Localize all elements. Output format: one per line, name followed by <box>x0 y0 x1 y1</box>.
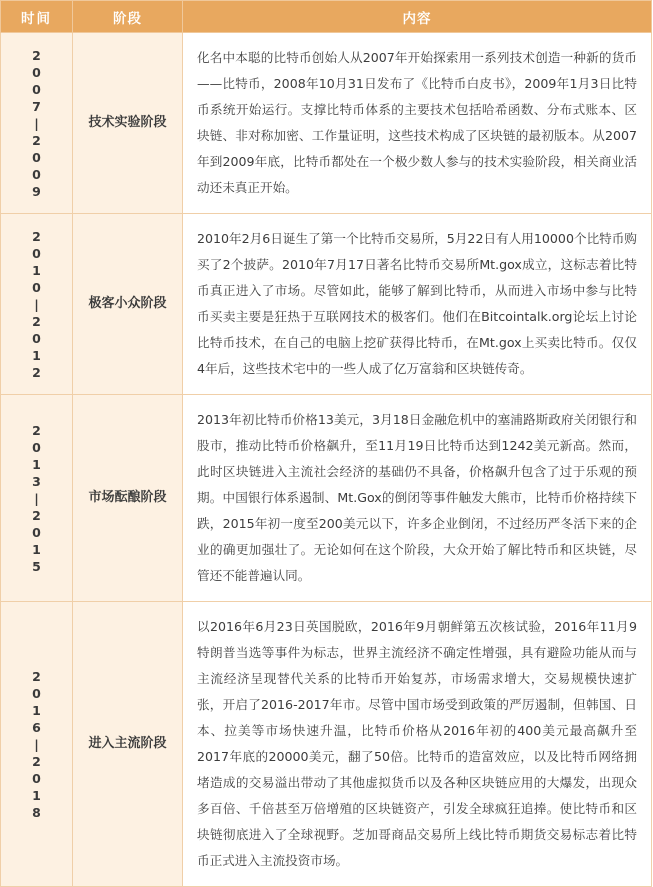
cell-content <box>183 214 652 395</box>
time-char: 7 <box>32 98 41 114</box>
time-char: 2 <box>32 668 41 684</box>
time-char: 1 <box>32 456 41 472</box>
cell-time <box>1 395 73 602</box>
cell-content <box>183 33 652 214</box>
time-char: 6 <box>32 719 41 735</box>
cell-content <box>183 395 652 602</box>
cell-time <box>1 33 73 214</box>
table-row <box>1 395 652 602</box>
cell-stage: 进入主流阶段 <box>73 602 183 887</box>
table-header-row <box>1 1 652 33</box>
time-char: | <box>34 736 39 752</box>
time-char: 2 <box>32 313 41 329</box>
time-char: 1 <box>32 262 41 278</box>
content-paragraph: 以2016年6月23日英国脱欧，2016年9月朝鲜第五次核试验，2016年11月9特朗普当选等事件为标志，世界主流经济不确定性增强，具有避险功能从而与主流经济呈现替代关系的比特币开始复苏，市场需求增大，交易规模快速扩张，开启了2016-2017年市。尽管中国市场受到政策的严厉遏制，但韩国、日本、拉美等市场快速升温，比特币价格从2016年初的400美元最高飙升至2017年底的20000美元，翻了50倍。比特币的造富效应，以及比特币网络拥堵造成的交易溢出带动了其他虚拟货币以及各种区块链应用的大爆发，出现众多百倍、千倍甚至万倍增殖的区块链资产，引发全球疯狂追捧。使比特币和区块链彻底进入了全球视野。芝加哥商品交易所上线比特币期货交易标志着比特币正式进入主流投资市场。 <box>197 619 637 868</box>
cell-time <box>1 602 73 887</box>
column-header-stage: 阶段 <box>73 1 183 33</box>
table-row <box>1 602 652 887</box>
time-char: | <box>34 296 39 312</box>
content-paragraph: 化名中本聪的比特币创始人从2007年开始探索用一系列技术创造一种新的货币——比特币，2008年10月31日发布了《比特币白皮书》，2009年1月3日比特币系统开始运行。支撑比特币体系的主要技术包括哈希函数、分布式账本、区块链、非对称加密、工作量证明，这些技术构成了区块链的最初版本。从2007年到2009年底，比特币都处在一个极少数人参与的技术实验阶段，相关商业活动还未真正开始。 <box>197 50 637 195</box>
time-char: 0 <box>32 149 41 165</box>
time-char: 2 <box>32 364 41 380</box>
time-char: 2 <box>32 47 41 63</box>
time-char: 5 <box>32 558 41 574</box>
content-paragraph: 2013年初比特币价格13美元，3月18日金融危机中的塞浦路斯政府关闭银行和股市，推动比特币价格飙升，至11月19日比特币达到1242美元新高。然而，此时区块链进入主流社会经济的基础仍不具备，价格飙升包含了过于乐观的预期。中国银行体系遏制、Mt.Gox的倒闭等事件触发大熊市，比特币价格持续下跌，2015年初一度至200美元以下，许多企业倒闭，不过经历严冬活下来的企业的确更加强壮了。无论如何在这个阶段，大众开始了解比特币和区块链，尽管还不能普遍认同。 <box>197 412 637 583</box>
time-char: 0 <box>32 330 41 346</box>
cell-content <box>183 602 652 887</box>
column-header-time: 时间 <box>1 1 73 33</box>
table-row <box>1 214 652 395</box>
cell-stage: 极客小众阶段 <box>73 214 183 395</box>
time-char: 2 <box>32 507 41 523</box>
time-char: 1 <box>32 541 41 557</box>
time-char: 9 <box>32 183 41 199</box>
time-char: 2 <box>32 228 41 244</box>
cell-time <box>1 214 73 395</box>
time-char: 0 <box>32 770 41 786</box>
table-body <box>1 33 652 887</box>
column-header-content: 内容 <box>183 1 652 33</box>
time-char: 0 <box>32 81 41 97</box>
time-char: 2 <box>32 753 41 769</box>
time-char: 3 <box>32 473 41 489</box>
time-char: 0 <box>32 166 41 182</box>
time-char: | <box>34 115 39 131</box>
time-char: | <box>34 490 39 506</box>
time-char: 1 <box>32 702 41 718</box>
time-char: 0 <box>32 245 41 261</box>
time-char: 2 <box>32 132 41 148</box>
time-char: 1 <box>32 347 41 363</box>
content-paragraph: 2010年2月6日诞生了第一个比特币交易所，5月22日有人用10000个比特币购买了2个披萨。2010年7月17日著名比特币交易所Mt.gox成立，这标志着比特币真正进入了市场。尽管如此，能够了解到比特币，从而进入市场中参与比特币买卖主要是狂热于互联网技术的极客们。他们在Bitcointalk.org论坛上讨论比特币技术，在自己的电脑上挖矿获得比特币，在Mt.gox上买卖比特币。仅仅4年后，这些技术宅中的一些人成了亿万富翁和区块链传奇。 <box>197 231 637 376</box>
time-char: 1 <box>32 787 41 803</box>
time-char: 0 <box>32 524 41 540</box>
table-row <box>1 33 652 214</box>
time-char: 2 <box>32 422 41 438</box>
time-char: 0 <box>32 64 41 80</box>
time-char: 8 <box>32 804 41 820</box>
cell-stage: 市场酝酿阶段 <box>73 395 183 602</box>
cell-stage: 技术实验阶段 <box>73 33 183 214</box>
time-char: 0 <box>32 439 41 455</box>
time-char: 0 <box>32 279 41 295</box>
table-header <box>1 1 652 33</box>
time-char: 0 <box>32 685 41 701</box>
